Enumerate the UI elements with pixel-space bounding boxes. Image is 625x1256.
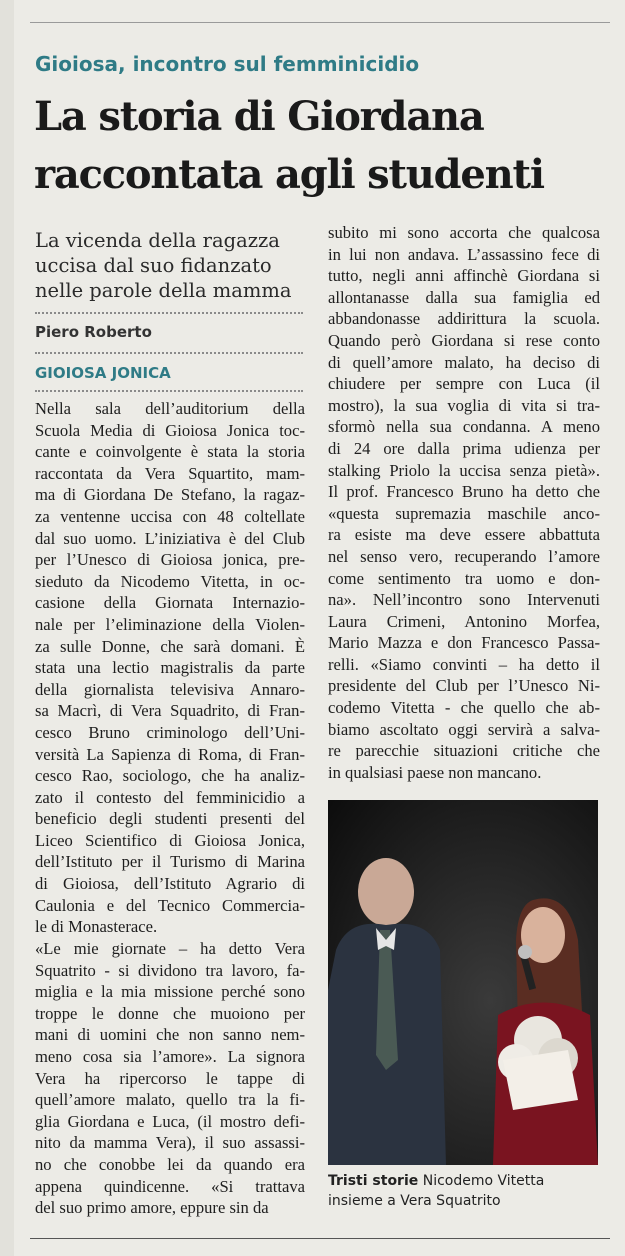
text-line: za ventenne uccisa con 48 coltellate bbox=[35, 506, 305, 526]
text-line: abbandonasse addirittura la scuola. bbox=[328, 309, 600, 329]
bottom-rule bbox=[30, 1238, 610, 1239]
text-line: versità La Sapienza di Roma, di Fran- bbox=[35, 744, 305, 764]
text-line: del suo primo amore, eppure sin da bbox=[35, 1198, 269, 1218]
text-line: cesco Rao, sociologo, che ha analiz- bbox=[35, 766, 305, 786]
text-line: mostro), la sua voglia di vita si tra- bbox=[328, 395, 600, 415]
text-line: Squatrito - si dividono tra lavoro, fa- bbox=[35, 960, 305, 980]
text-line: di quell’amore malato, ha deciso di bbox=[328, 352, 600, 372]
text-line: presidente del Club per l’Unesco Ni- bbox=[328, 676, 600, 696]
text-line: biamo ascoltato oggi servirà a salva- bbox=[328, 719, 600, 739]
article-column-2 bbox=[328, 222, 600, 783]
text-line: Caulonia e del Tecnico Commercia- bbox=[35, 895, 305, 915]
dotted-divider bbox=[35, 390, 303, 392]
text-line: della giornalista televisiva Annaro- bbox=[35, 679, 305, 699]
text-line: sformò nella sua condanna. A meno bbox=[328, 417, 600, 437]
text-line: dal suo uomo. L’iniziativa è del Club bbox=[35, 528, 305, 548]
text-line: stata una lectio magistralis da parte bbox=[35, 658, 305, 678]
text-line: beneficio degli studenti presenti del bbox=[35, 809, 305, 829]
text-line: Quando però Giordana si rese conto bbox=[328, 330, 600, 350]
text-line: Il prof. Francesco Bruno ha detto che bbox=[328, 482, 600, 502]
text-line: no che conobbe lei da quando era bbox=[35, 1154, 305, 1174]
text-line: allontanasse dalla sua famiglia ed bbox=[328, 287, 600, 307]
photo-caption bbox=[328, 1171, 600, 1211]
text-line: codemo Vitetta - che quello che ab- bbox=[328, 698, 600, 718]
top-rule bbox=[30, 22, 610, 23]
text-line: dell’Istituto per il Turismo di Marina bbox=[35, 852, 305, 872]
dotted-divider bbox=[35, 352, 303, 354]
text-line: quell’amore malato, quello tra la fi- bbox=[35, 1090, 305, 1110]
text-line: in qualsiasi paese non mancano. bbox=[328, 762, 542, 782]
text-line: Mario Mazza e don Francesco Passa- bbox=[328, 633, 600, 653]
text-line: per l’Unesco di Gioiosa jonica, pre- bbox=[35, 550, 305, 570]
text-line: Nella sala dell’auditorium della bbox=[35, 399, 305, 418]
headline-line-2: raccontata agli studenti bbox=[34, 151, 544, 198]
page-edge bbox=[0, 0, 14, 1256]
caption-lead: Tristi storie bbox=[328, 1173, 419, 1189]
text-line: troppe le donne che muoiono per bbox=[35, 1003, 305, 1023]
text-line: Laura Crimeni, Antonino Morfea, bbox=[328, 611, 600, 631]
text-line: nel senso vero, recuperando l’amore bbox=[328, 546, 600, 566]
text-line: miglia e la mia missione perché sono bbox=[35, 982, 305, 1002]
text-line: cante e coinvolgente è stata la storia bbox=[35, 442, 305, 462]
text-line: «Le mie giornate – ha detto Vera bbox=[35, 939, 305, 958]
subhead-line-3: nelle parole della mamma bbox=[35, 279, 292, 302]
text-line: nale per l’eliminazione della Violen- bbox=[35, 614, 305, 634]
article-column-1 bbox=[35, 398, 305, 938]
photo-illustration bbox=[328, 800, 598, 1165]
text-line: subito mi sono accorta che qualcosa bbox=[328, 223, 600, 242]
text-line: ra esiste ma deve essere abbattuta bbox=[328, 525, 600, 545]
text-line: stalking Priolo la uccisa senza pietà». bbox=[328, 460, 600, 480]
text-line: sieduto da Nicodemo Vitetta, in oc- bbox=[35, 571, 305, 591]
subhead-line-2: uccisa dal suo fidanzato bbox=[35, 254, 272, 277]
text-line: mani di uomini che non sanno nem- bbox=[35, 1025, 305, 1045]
text-line: appena quindicenne. «Si trattava bbox=[35, 1176, 305, 1196]
byline: Piero Roberto bbox=[35, 323, 152, 341]
dateline: GIOIOSA JONICA bbox=[35, 364, 171, 382]
text-line: chiudere per sempre con Luca (il bbox=[328, 374, 600, 394]
text-line: glia Giordana e Luca, (il mostro defi- bbox=[35, 1111, 305, 1131]
text-line: zato il contesto del femminicidio a bbox=[35, 787, 305, 807]
text-line: za sulle Donne, che sarà domani. È bbox=[35, 636, 305, 656]
headline-line-1: La storia di Giordana bbox=[34, 93, 484, 140]
text-line: Liceo Scientifico di Gioiosa Jonica, bbox=[35, 830, 305, 850]
text-line: casione della Giornata Internazio- bbox=[35, 593, 305, 613]
text-line: ma di Giordana De Stefano, la ragaz- bbox=[35, 485, 305, 505]
text-line: relli. «Siamo convinti – ha detto il bbox=[328, 654, 600, 674]
headline bbox=[34, 88, 574, 204]
text-line: cesco Bruno criminologo dell’Uni- bbox=[35, 722, 305, 742]
text-line: di 24 ore dalla prima udienza per bbox=[328, 438, 600, 458]
text-line: come sentimento tra uomo e don- bbox=[328, 568, 600, 588]
text-line: «questa supremazia maschile anco- bbox=[328, 503, 600, 523]
caption-line-1: Nicodemo Vitetta bbox=[422, 1173, 545, 1189]
text-line: in lui non andava. L’assassino fece di bbox=[328, 244, 600, 264]
news-photo bbox=[328, 800, 598, 1165]
text-line: nito da mamma Vera), il suo assassi- bbox=[35, 1133, 305, 1153]
subhead-line-1: La vicenda della ragazza bbox=[35, 229, 280, 252]
text-line: raccontata da Vera Squartito, mam- bbox=[35, 463, 305, 483]
article-column-1-continued bbox=[35, 938, 305, 1219]
caption-line-2: insieme a Vera Squatrito bbox=[328, 1193, 501, 1209]
subheadline bbox=[35, 228, 305, 303]
text-line: di Gioiosa, dell’Istituto Agrario di bbox=[35, 874, 305, 894]
kicker: Gioiosa, incontro sul femminicidio bbox=[35, 52, 420, 76]
text-line: sa Macrì, di Vera Squadrito, di Fran- bbox=[35, 701, 305, 721]
dotted-divider bbox=[35, 312, 303, 314]
text-line: re parecchie situazioni critiche che bbox=[328, 741, 600, 761]
text-line: Vera ha ripercorso le tappe di bbox=[35, 1068, 305, 1088]
text-line: tutto, negli anni affinchè Giordana si bbox=[328, 266, 600, 286]
text-line: le di Monasterace. bbox=[35, 917, 158, 937]
text-line: meno cosa sia l’amore». La signora bbox=[35, 1046, 305, 1066]
text-line: Scuola Media di Gioiosa Jonica toc- bbox=[35, 420, 305, 440]
text-line: na». Nell’incontro sono Intervenuti bbox=[328, 590, 600, 610]
